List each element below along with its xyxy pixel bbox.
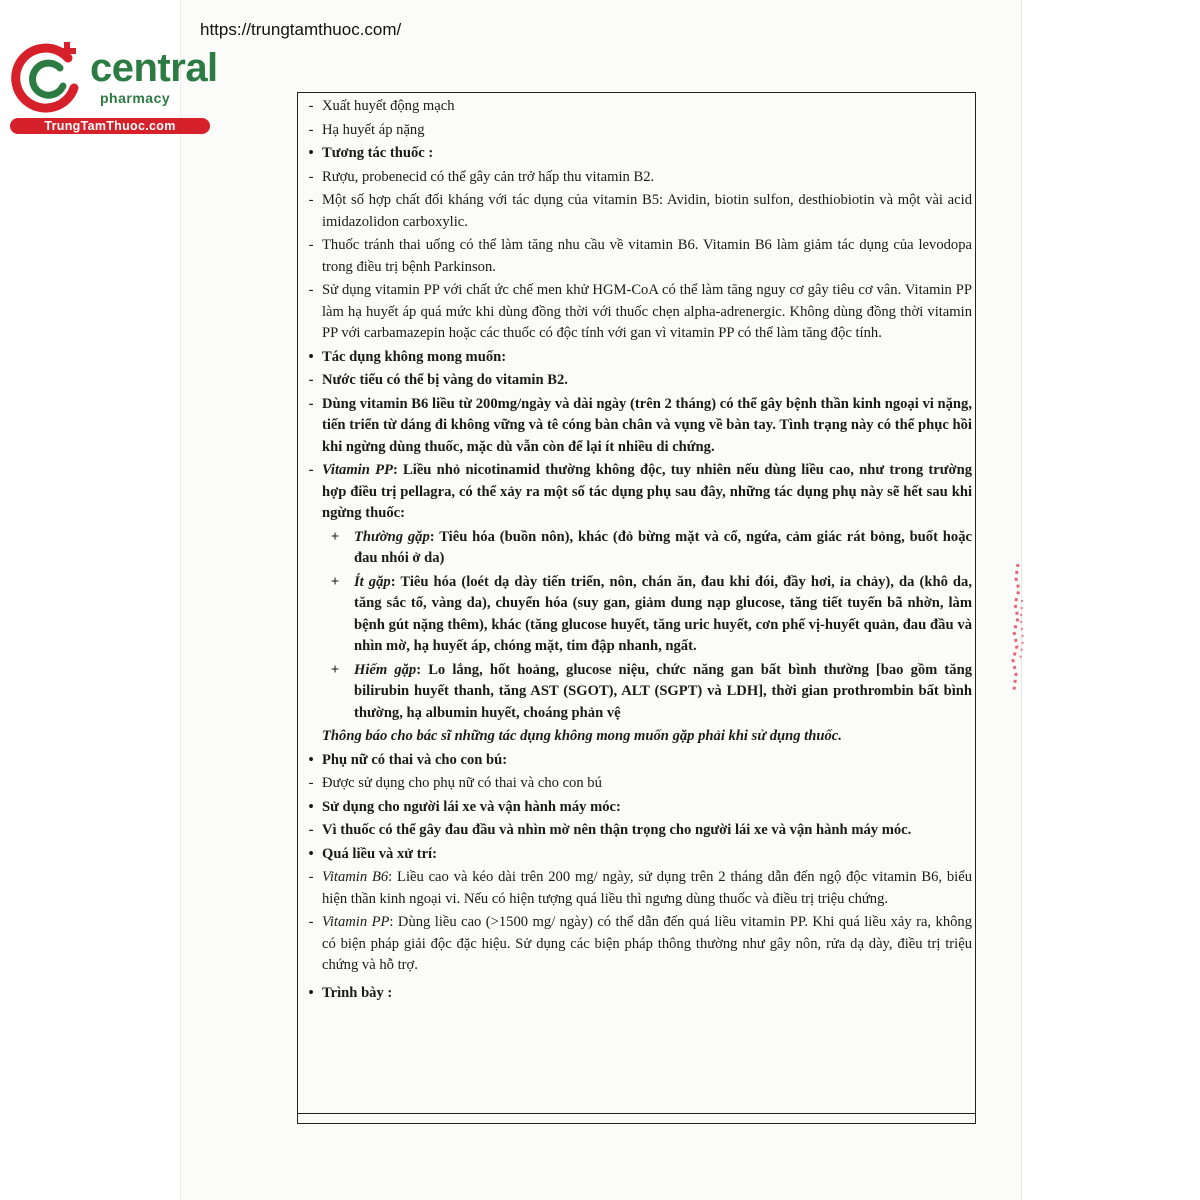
sub-list-item: + Hiếm gặp: Lo lắng, hốt hoảng, glucose niệu, chức năng gan bất bình thường [bao gồm tăng bilirubin huyết thanh, tăng AST (SGOT), ALT (SGPT) và LDH], thời gian prothrombin bất bình thường, hạ albumin huyết, choáng phản vệ — [330, 661, 972, 721]
list-item: - Vì thuốc có thể gây đau đầu và nhìn mờ nên thận trọng cho người lái xe và vận hành máy móc. — [308, 822, 912, 838]
section-heading: • Tương tác thuốc : — [308, 145, 434, 161]
list-item: - Xuất huyết động mạch — [308, 98, 455, 114]
logo-site-banner: TrungTamThuoc.com — [10, 118, 210, 134]
logo-subtitle: pharmacy — [100, 90, 171, 106]
logo-wordmark: central — [90, 46, 218, 90]
list-item: - Rượu, probenecid có thể gây cản trở hấp thu vitamin B2. — [308, 168, 655, 185]
doctor-notice: Thông báo cho bác sĩ những tác dụng không mong muốn gặp phải khi sử dụng thuốc. — [322, 728, 842, 744]
list-item: - Vitamin PP: Dùng liều cao (>1500 mg/ ngày) có thể dẫn đến quá liều vitamin PP. Khi quá liều xảy ra, không có biện pháp giải độc đặc hiệu. Sử dụng các biện pháp thông thường như gây nôn, rửa dạ dày, điều trị triệu chứng và hỗ trợ. — [308, 914, 973, 973]
list-item: - Nước tiểu có thể bị vàng do vitamin B2. — [308, 372, 568, 388]
central-pharmacy-logo — [8, 38, 218, 138]
list-item: - Thuốc tránh thai uống có thể làm tăng nhu cầu về vitamin B6. Vitamin B6 làm giảm tác dụng của levodopa trong điều trị bệnh Parkinson. — [308, 237, 972, 275]
section-heading: • Quá liều và xử trí: — [308, 845, 437, 862]
logo-mark-icon — [8, 38, 88, 118]
sub-list-item: + Thường gặp: Tiêu hóa (buồn nôn), khác (đỏ bừng mặt và cổ, ngứa, cảm giác rát bỏng, buốt hoặc đau nhói ở da) — [330, 528, 972, 566]
list-item: - Vitamin PP: Liều nhỏ nicotinamid thường không độc, tuy nhiên nếu dùng liều cao, như trong trường hợp điều trị pellagra, có thể xảy ra một số tác dụng phụ sau đây, những tác dụng phụ này sẽ hết sau khi ngừng thuốc: — [308, 462, 972, 521]
document-body — [300, 96, 972, 1006]
list-item: - Được sử dụng cho phụ nữ có thai và cho con bú — [308, 775, 602, 791]
list-item: - Vitamin B6: Liều cao và kéo dài trên 200 mg/ ngày, sử dụng trên 2 tháng dẫn đến ngộ độc vitamin B6, biểu hiện thần kinh ngoại vi. Nếu có hiện tượng quá liều thì ngưng dùng thuốc và điều trị triệu chứng. — [308, 869, 972, 907]
list-item: - Sử dụng vitamin PP với chất ức chế men khử HGM-CoA có thể làm tăng nguy cơ gây tiêu cơ vân. Vitamin PP làm hạ huyết áp quá mức khi dùng đồng thời với thuốc chẹn alpha-adrenergic. Không dùng đồng thời vitamin PP với carbamazepin hoặc các thuốc có độc tính với gan vì vitamin PP có thể làm tăng độc tính. — [308, 282, 972, 341]
section-heading: • Phụ nữ có thai và cho con bú: — [308, 751, 508, 768]
section-heading: • Sử dụng cho người lái xe và vận hành máy móc: — [308, 798, 621, 815]
list-item: - Dùng vitamin B6 liều từ 200mg/ngày và dài ngày (trên 2 tháng) có thể gây bệnh thần kinh ngoại vi nặng, tiến triển từ dáng đi không vững và tê cóng bàn chân và vụng về bàn tay. Tình trạng này có thể phục hồi khi ngừng dùng thuốc, mặc dù vẫn còn để lại ít nhiều di chứng. — [308, 395, 972, 455]
section-heading: • Trình bày : — [308, 984, 393, 1001]
frame-bottom-rule — [297, 1113, 976, 1114]
source-url[interactable]: https://trungtamthuoc.com/ — [200, 20, 402, 39]
red-stamp-edge-icon — [1004, 560, 1024, 700]
sub-list-item: + Ít gặp: Tiêu hóa (loét dạ dày tiến triển, nôn, chán ăn, đau khi đói, đầy hơi, ỉa chảy), da (khô da, tăng sắc tố, vàng da), chuyển hóa (suy gan, giảm dung nạp glucose, tăng tiết tuyến bã nhờn, làm bệnh gút nặng thêm), khác (tăng glucose huyết, tăng uric huyết, cơn phế vị-huyết quản, đau đầu và nhìn mờ, hạ huyết áp, chóng mặt, tim đập nhanh, ngất. — [330, 573, 972, 654]
section-heading: • Tác dụng không mong muốn: — [308, 348, 507, 365]
list-item: - Một số hợp chất đối kháng với tác dụng của vitamin B5: Avidin, biotin sulfon, desthiobiotin và một vài acid imidazolidon carboxylic. — [308, 192, 972, 230]
list-item: - Hạ huyết áp nặng — [308, 121, 425, 138]
